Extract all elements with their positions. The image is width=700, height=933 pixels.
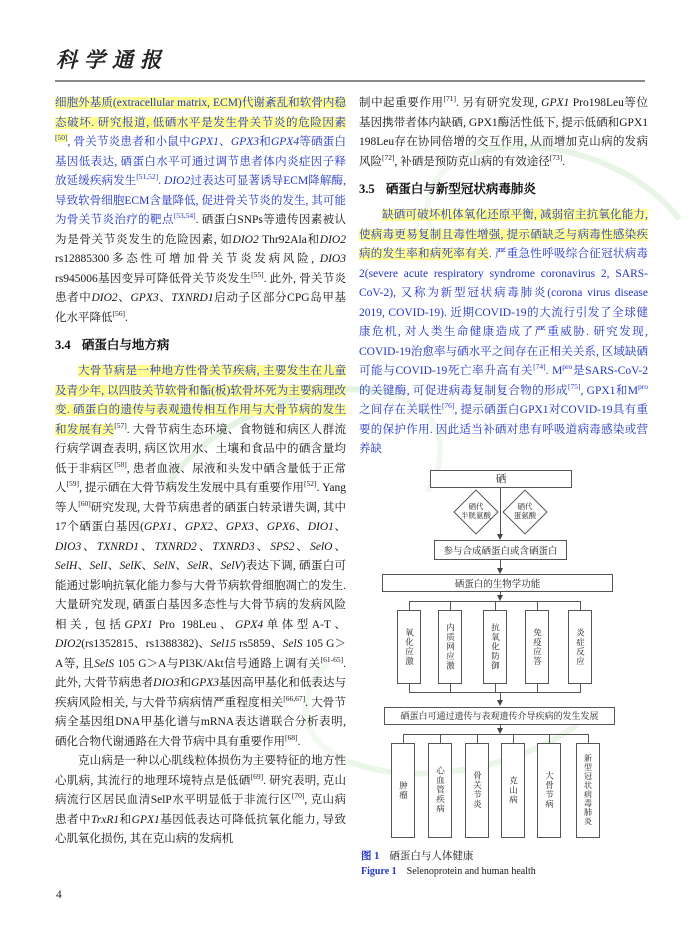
flow-box-antioxidant-defense: 抗氧化防御	[483, 610, 507, 684]
left-column	[55, 94, 346, 850]
connector-line	[409, 684, 410, 692]
connector-line	[450, 684, 451, 692]
section-number: 3.5	[359, 182, 375, 196]
connector-line	[500, 692, 501, 700]
connector-line	[500, 560, 501, 568]
connector-line	[403, 734, 404, 743]
connector-line	[477, 734, 478, 743]
flow-box-osteoarthritis: 骨关节炎	[465, 743, 489, 838]
connector-line	[450, 601, 451, 610]
figure-caption-en	[361, 866, 536, 877]
page-number: 4	[56, 889, 62, 901]
connector-line	[588, 734, 589, 743]
flow-box-synthesis: 参与合成硒蛋白或含硒蛋白	[434, 540, 567, 560]
figure-caption-en-text: Selenoprotein and human health	[406, 865, 536, 877]
flow-box-inflammation: 炎症反应	[568, 610, 592, 684]
flow-box-mediation: 硒蛋白可通过遗传与表观遗传介导疾病的发生发展	[384, 707, 615, 725]
flow-box-keshan: 克山病	[501, 743, 525, 838]
flow-box-selenium: 硒	[430, 470, 572, 488]
flow-box-functions: 硒蛋白的生物学功能	[382, 574, 613, 592]
connector-line	[495, 601, 496, 610]
arrow-down-icon	[497, 700, 503, 706]
flow-box-cardiovascular: 心血管疾病	[428, 743, 452, 838]
branch-line	[403, 734, 588, 735]
connector-line	[537, 684, 538, 692]
flow-box-tumor: 肿瘤	[391, 743, 415, 838]
connector-line	[409, 601, 410, 610]
flow-box-covid: 新型冠状病毒肺炎	[576, 743, 600, 838]
right-column	[359, 94, 648, 884]
section-title: 硒蛋白与地方病	[81, 338, 170, 352]
paragraph-covid: 缺硒可破坏机体氧化还原平衡, 减弱宿主抗氧化能力, 使病毒更易复制且毒性增强, 提示硒缺乏与病毒性感染疾病的发生率和病死率有关. 严重急性呼吸综合征冠状病毒2(severe acute respiratory syndrome coronavirus 2, SARS-CoV-2), 又称为新型冠状病毒肺炎(corona virus disease 2019, COVID-19). 近期COVID-19的大流行引发了全球健康危机, 对人类生命健康造成了严重威胁. 研究发现, COVID-19治愈率与硒水平之间存在正相关关系, 区域缺硒可能与COVID-19死亡率升高有关[74]. $M^{pro}$是SARS-CoV-2的关键酶, 可促进病毒复制复合物的形成[75], GPX1和$M^{pro}$之间存在关联性[76], 提示硒蛋白GPX1对COVID-19具有重要的保护作用. 因此适当补硒对患有呼吸道病毒感染或营养缺	[359, 209, 649, 455]
figure-caption-en-label: Figure 1	[361, 865, 397, 877]
paragraph-kashin-beck: 大骨节病是一种地方性骨关节疾病, 主要发生在儿童及青少年, 以四肢关节软骨和骺(板)软骨坏死为主要病理改变. 硒蛋白的遗传与表观遗传相互作用与大骨节病的发生和发展有关[57]. 大骨节病生态环境、食物链和病区人群流行病学调查表明, 病区饮用水、土壤和食品中的硒含量均低于非病区[58], 患者血液、尿液和头发中硒含量低于正常人[59], 提示硒在大骨节病发生发展中具有重要作用[52]. Yang等人[60]研究发现, 大骨节病患者的硒蛋白转录谱失调, 其中17个硒蛋白基因(GPX1、GPX2、GPX3、GPX6、DIO1、DIO3、TXNRD1、TXNRD2、TXNRD3、SPS2、SelO、SelH、SelI、SelK、SelN、SelR、SelV)表达下调, 硒蛋白可能通过影响抗氧化能力参与大骨节病软骨细胞凋亡的发生. 大量研究发现, 硒蛋白基因多态性与大骨节病的发病风险相关, 包括GPX1 Pro 198Leu、GPX4单体型A-T、DIO2(rs1352815、rs1388382)、Sel15 rs5859、SelS 105 G＞A等, 且SelS 105 G＞A与PI3K/Akt信号通路上调有关[61-65]. 此外, 大骨节病患者DIO3和GPX3基因高甲基化和低表达与疾病风险相关, 与大骨节病病情严重程度相关[66,67]. 大骨节病全基因组DNA甲基化谱与mRNA表达谱联合分析表明, 硒化合物代谢通路在大骨节病中具有重要作用[68].	[55, 365, 347, 748]
section-heading-3-4	[55, 335, 346, 353]
connector-line	[580, 601, 581, 610]
connector-line	[549, 734, 550, 743]
paragraph-keshan: 克山病是一种以心肌线粒体损伤为主要特征的地方性心肌病, 其流行的地理环境特点是低硒[69]. 研究表明, 克山病流行区居民血清SelP水平明显低于非流行区[70], 克山病患者中TrxR1和GPX1基因低表达可降低抗氧化能力, 导致心肌氧化损伤, 其在克山病的发病机	[55, 755, 347, 845]
branch-line	[409, 692, 581, 693]
figure-1-flowchart	[359, 470, 648, 884]
connector-line	[580, 684, 581, 692]
figure-caption-zh	[361, 848, 473, 863]
journal-logo: 科学通报	[56, 48, 168, 72]
connector-line	[537, 601, 538, 610]
figure-caption-zh-text: 硒蛋白与人体健康	[389, 850, 474, 862]
section-title: 硒蛋白与新型冠状病毒肺炎	[385, 182, 536, 196]
connector-line	[513, 734, 514, 743]
paragraph-osteoarthritis: 细胞外基质(extracellular matrix, ECM)代谢紊乱和软骨内稳态破坏. 研究报道, 低硒水平是发生骨关节炎的危险因素[50], 骨关节炎患者和小鼠中GPX1、GPX3和GPX4等硒蛋白基因低表达, 硒蛋白水平可通过调节患者体内炎症因子释放延缓疾病发生[51,52]. DIO2过表达可显著诱导ECM降解酶, 导致软骨细胞ECM含量降低, 促进骨关节炎的发生, 其可能为骨关节炎治疗的靶点[53,54]. 硒蛋白SNPs等遗传因素被认为是骨关节炎发生的危险因素, 如DIO2 Thr92Ala和DIO2 rs12885300多态性可增加骨关节炎发病风险, DIO3 rs945006基因变异可降低骨关节炎发生[55]. 此外, 骨关节炎患者中DIO2、GPX3、TXNRD1启动子区部分CPG岛甲基化水平降低[56].	[55, 97, 347, 324]
connector-line	[495, 684, 496, 692]
diamond-selenomethionine-label: 硒代 蛋氨酸	[513, 501, 537, 520]
flow-box-immune-response: 免疫应答	[525, 610, 549, 684]
connector-line	[440, 734, 441, 743]
paragraph-keshan-continued: 制中起重要作用[71]. 另有研究发现, GPX1 Pro198Leu等位基因携带者体内缺硒, GPX1酶活性低下, 提示低硒和GPX1 198Leu存在协同倍增的交互作用, 从而增加克山病的发病风险[72], 补硒是预防克山病的有效途径[73].	[359, 94, 648, 168]
flow-box-oxidative-stress: 氧化应激	[397, 610, 421, 684]
flow-box-kashin-beck: 大骨节病	[537, 743, 561, 838]
section-number: 3.4	[55, 338, 71, 352]
header-rule	[55, 80, 645, 82]
diamond-selenocysteine-label: 硒代 半胱氨酸	[461, 501, 491, 520]
section-heading-3-5	[359, 179, 648, 197]
flow-box-er-stress: 内质网应激	[438, 610, 462, 684]
figure-caption-zh-label: 图 1	[361, 850, 380, 862]
